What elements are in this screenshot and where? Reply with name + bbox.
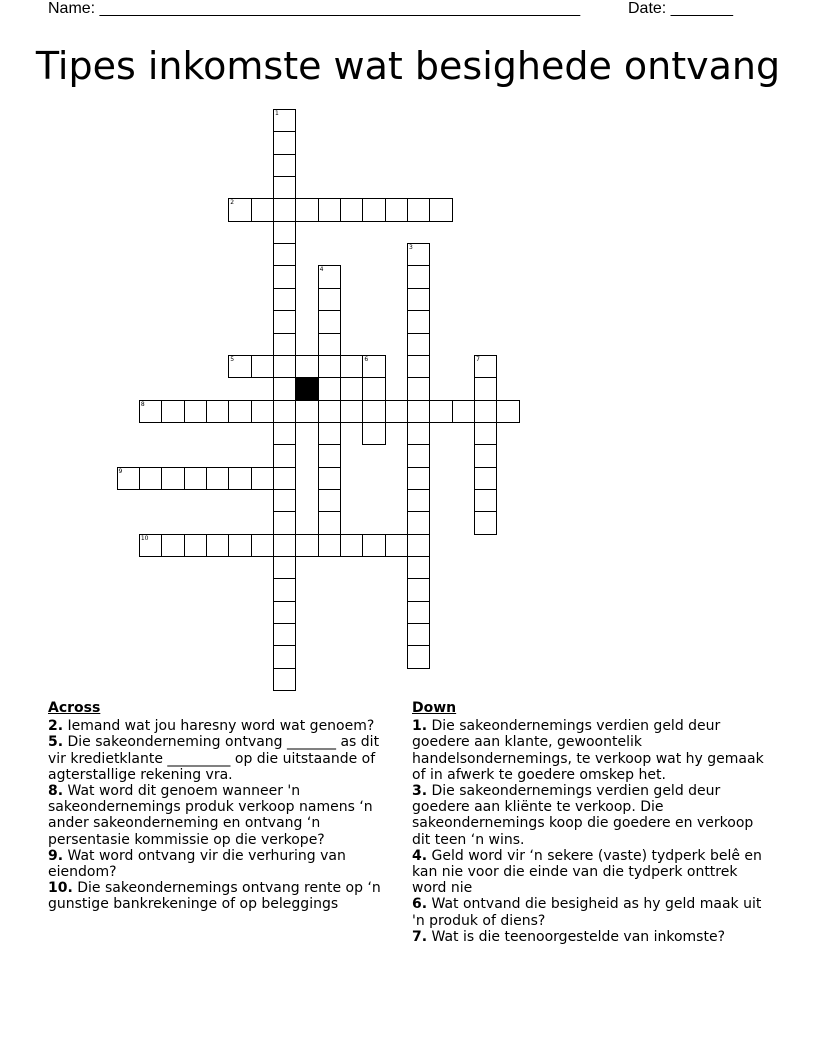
crossword-cell[interactable] bbox=[295, 355, 318, 378]
clue-text: Die sakeondernemings verdien geld deur goedere aan kliënte te verkoop. Die sakeondernemings koop die goedere en verkoop dit teen ‘n wins. bbox=[412, 783, 754, 848]
clue-number-label: 6. bbox=[412, 896, 428, 913]
crossword-cell[interactable] bbox=[318, 333, 341, 356]
across-heading: Across bbox=[48, 700, 101, 716]
crossword-cell[interactable] bbox=[295, 198, 318, 221]
clue-number: 1 bbox=[274, 110, 279, 117]
crossword-cell[interactable] bbox=[273, 556, 296, 579]
across-clue-list bbox=[48, 718, 398, 912]
crossword-cell[interactable] bbox=[273, 243, 296, 266]
crossword-cell[interactable] bbox=[273, 154, 296, 177]
crossword-cell[interactable] bbox=[362, 377, 385, 400]
crossword-cell[interactable] bbox=[161, 400, 184, 423]
crossword-cell[interactable] bbox=[228, 534, 251, 557]
crossword-cell[interactable] bbox=[273, 109, 296, 132]
crossword-cell[interactable] bbox=[407, 265, 430, 288]
name-field[interactable]: Name: ______________________________________________________ bbox=[48, 0, 581, 17]
across-clue bbox=[48, 783, 398, 848]
crossword-cell[interactable] bbox=[429, 400, 452, 423]
across-clue bbox=[48, 718, 398, 734]
crossword-block bbox=[295, 377, 318, 400]
crossword-cell[interactable] bbox=[273, 131, 296, 154]
crossword-cell[interactable] bbox=[318, 534, 341, 557]
crossword-cell[interactable] bbox=[407, 377, 430, 400]
crossword-cell[interactable] bbox=[251, 355, 274, 378]
down-clue bbox=[412, 718, 767, 783]
across-clue bbox=[48, 880, 398, 912]
crossword-cell[interactable] bbox=[273, 534, 296, 557]
crossword-cell[interactable] bbox=[273, 489, 296, 512]
crossword-cell[interactable] bbox=[318, 489, 341, 512]
crossword-cell[interactable] bbox=[139, 534, 162, 557]
crossword-cell[interactable] bbox=[251, 400, 274, 423]
crossword-cell[interactable] bbox=[407, 489, 430, 512]
crossword-cell[interactable] bbox=[407, 623, 430, 646]
crossword-cell[interactable] bbox=[206, 400, 229, 423]
clue-text: Die sakeondernemings verdien geld deur goedere aan klante, gewoontelik handelsondernemings, te verkoop wat hy gemaak of in afwerk te goedere omskep het. bbox=[412, 718, 764, 783]
crossword-cell[interactable] bbox=[407, 355, 430, 378]
crossword-cell[interactable] bbox=[340, 355, 363, 378]
crossword-cell[interactable] bbox=[474, 467, 497, 490]
crossword-cell[interactable] bbox=[228, 355, 251, 378]
crossword-cell[interactable] bbox=[318, 422, 341, 445]
crossword-cell[interactable] bbox=[407, 511, 430, 534]
crossword-cell[interactable] bbox=[474, 489, 497, 512]
crossword-cell[interactable] bbox=[474, 377, 497, 400]
crossword-cell[interactable] bbox=[117, 467, 140, 490]
crossword-cell[interactable] bbox=[184, 467, 207, 490]
crossword-cell[interactable] bbox=[273, 221, 296, 244]
clue-number: 8 bbox=[140, 400, 145, 408]
crossword-cell[interactable] bbox=[184, 534, 207, 557]
crossword-cell[interactable] bbox=[407, 422, 430, 445]
crossword-cell[interactable] bbox=[139, 400, 162, 423]
crossword-cell[interactable] bbox=[407, 534, 430, 557]
across-clue bbox=[48, 848, 398, 880]
crossword-cell[interactable] bbox=[318, 511, 341, 534]
across-clue bbox=[48, 734, 398, 783]
crossword-cell[interactable] bbox=[228, 198, 251, 221]
crossword-cell[interactable] bbox=[273, 422, 296, 445]
clue-number: 6 bbox=[364, 355, 369, 363]
crossword-cell[interactable] bbox=[407, 243, 430, 266]
clue-number-label: 8. bbox=[48, 783, 64, 800]
crossword-cell[interactable] bbox=[318, 265, 341, 288]
across-clues bbox=[48, 700, 398, 913]
crossword-cell[interactable] bbox=[273, 511, 296, 534]
crossword-cell[interactable] bbox=[474, 444, 497, 467]
clue-number: 7 bbox=[476, 355, 480, 363]
crossword-cell[interactable] bbox=[362, 534, 385, 557]
crossword-cell[interactable] bbox=[318, 400, 341, 423]
clue-number: 3 bbox=[409, 244, 413, 252]
down-clue bbox=[412, 896, 767, 928]
crossword-cell[interactable] bbox=[340, 400, 363, 423]
crossword-cell[interactable] bbox=[340, 534, 363, 557]
crossword-cell[interactable] bbox=[318, 467, 341, 490]
crossword-cell[interactable] bbox=[273, 288, 296, 311]
crossword-cell[interactable] bbox=[362, 355, 385, 378]
crossword-cell[interactable] bbox=[407, 333, 430, 356]
clue-text: Iemand wat jou haresny word wat genoem? bbox=[63, 718, 375, 735]
crossword-cell[interactable] bbox=[385, 198, 408, 221]
clue-number-label: 3. bbox=[412, 783, 428, 800]
clue-number-label: 9. bbox=[48, 847, 64, 864]
down-clues bbox=[412, 700, 767, 945]
crossword-cell[interactable] bbox=[273, 265, 296, 288]
crossword-cell[interactable] bbox=[318, 198, 341, 221]
crossword-cell[interactable] bbox=[407, 601, 430, 624]
crossword-cell[interactable] bbox=[273, 400, 296, 423]
crossword-cell[interactable] bbox=[407, 578, 430, 601]
clue-number: 9 bbox=[118, 467, 123, 475]
crossword-cell[interactable] bbox=[206, 467, 229, 490]
clue-number-label: 7. bbox=[412, 928, 428, 945]
down-clue bbox=[412, 848, 767, 897]
crossword-cell[interactable] bbox=[273, 601, 296, 624]
crossword-cell[interactable] bbox=[474, 400, 497, 423]
crossword-cell[interactable] bbox=[228, 467, 251, 490]
crossword-cell[interactable] bbox=[273, 623, 296, 646]
crossword-cell[interactable] bbox=[273, 668, 296, 691]
crossword-cell[interactable] bbox=[273, 176, 296, 199]
crossword-cell[interactable] bbox=[295, 400, 318, 423]
crossword-cell[interactable] bbox=[161, 534, 184, 557]
crossword-cell[interactable] bbox=[407, 444, 430, 467]
crossword-cell[interactable] bbox=[318, 355, 341, 378]
crossword-cell[interactable] bbox=[385, 534, 408, 557]
clue-number: 5 bbox=[230, 355, 235, 363]
crossword-cell[interactable] bbox=[273, 198, 296, 221]
clue-text: Die sakeonderneming ontvang _______ as dit vir kredietklante _________ op die uitstaande of agterstallige rekening vra. bbox=[48, 734, 380, 783]
crossword-cell[interactable] bbox=[251, 198, 274, 221]
clue-number: 4 bbox=[319, 266, 324, 274]
crossword-cell[interactable] bbox=[407, 556, 430, 579]
crossword-cell[interactable] bbox=[318, 310, 341, 333]
crossword-cell[interactable] bbox=[161, 467, 184, 490]
crossword-cell[interactable] bbox=[273, 377, 296, 400]
down-clue bbox=[412, 783, 767, 848]
clue-number: 10 bbox=[140, 534, 149, 542]
crossword-cell[interactable] bbox=[318, 444, 341, 467]
clue-text: Die sakeondernemings ontvang rente op ‘n gunstige bankrekeninge of op beleggings bbox=[48, 880, 381, 913]
crossword-cell[interactable] bbox=[251, 534, 274, 557]
crossword-cell[interactable] bbox=[362, 400, 385, 423]
crossword-cell[interactable] bbox=[496, 400, 519, 423]
date-field[interactable]: Date: _______ bbox=[628, 0, 733, 17]
crossword-cell[interactable] bbox=[340, 198, 363, 221]
clue-number: 2 bbox=[230, 199, 235, 207]
clue-number-label: 4. bbox=[412, 847, 428, 864]
clue-number-label: 10. bbox=[48, 880, 73, 897]
crossword-cell[interactable] bbox=[318, 377, 341, 400]
crossword-cell[interactable] bbox=[362, 422, 385, 445]
clue-text: Geld word vir ‘n sekere (vaste) tydperk belê en kan nie voor die einde van die tydperk onttrek word nie bbox=[412, 847, 762, 897]
crossword-cell[interactable] bbox=[273, 355, 296, 378]
crossword-cell[interactable] bbox=[318, 288, 341, 311]
crossword-cell[interactable] bbox=[273, 467, 296, 490]
crossword-cell[interactable] bbox=[407, 400, 430, 423]
crossword-cell[interactable] bbox=[228, 400, 251, 423]
clue-number-label: 2. bbox=[48, 718, 64, 735]
crossword-cell[interactable] bbox=[295, 534, 318, 557]
clue-text: Wat word ontvang vir die verhuring van eiendom? bbox=[48, 847, 346, 881]
crossword-cell[interactable] bbox=[452, 400, 475, 423]
crossword-cell[interactable] bbox=[273, 578, 296, 601]
crossword-cell[interactable] bbox=[407, 645, 430, 668]
clue-number-label: 1. bbox=[412, 718, 428, 735]
clue-text: Wat word dit genoem wanneer 'n sakeondernemings produk verkoop namens ‘n ander sakeonderneming en ontvang ‘n persentasie kommissie op die verkope? bbox=[48, 783, 373, 848]
crossword-cell[interactable] bbox=[407, 467, 430, 490]
crossword-cell[interactable] bbox=[385, 400, 408, 423]
down-clue-list bbox=[412, 718, 767, 945]
clue-text: Wat is die teenoorgestelde van inkomste? bbox=[427, 928, 726, 945]
clue-number-label: 5. bbox=[48, 734, 64, 751]
crossword-cell[interactable] bbox=[362, 198, 385, 221]
crossword-cell[interactable] bbox=[407, 198, 430, 221]
crossword-cell[interactable] bbox=[273, 645, 296, 668]
down-heading: Down bbox=[412, 700, 457, 716]
crossword-cell[interactable] bbox=[184, 400, 207, 423]
crossword-cell[interactable] bbox=[474, 355, 497, 378]
page-title: Tipes inkomste wat besighede ontvang bbox=[35, 44, 781, 88]
crossword-cell[interactable] bbox=[273, 444, 296, 467]
crossword-cell[interactable] bbox=[139, 467, 162, 490]
crossword-cell[interactable] bbox=[251, 467, 274, 490]
down-clue bbox=[412, 929, 767, 945]
crossword-cell[interactable] bbox=[273, 333, 296, 356]
crossword-cell[interactable] bbox=[206, 534, 229, 557]
crossword-cell[interactable] bbox=[474, 422, 497, 445]
crossword-cell[interactable] bbox=[407, 288, 430, 311]
crossword-cell[interactable] bbox=[429, 198, 452, 221]
crossword-cell[interactable] bbox=[273, 310, 296, 333]
crossword-cell[interactable] bbox=[474, 511, 497, 534]
clue-text: Wat ontvand die besigheid as hy geld maak uit 'n produk of diens? bbox=[412, 896, 762, 929]
crossword-cell[interactable] bbox=[407, 310, 430, 333]
